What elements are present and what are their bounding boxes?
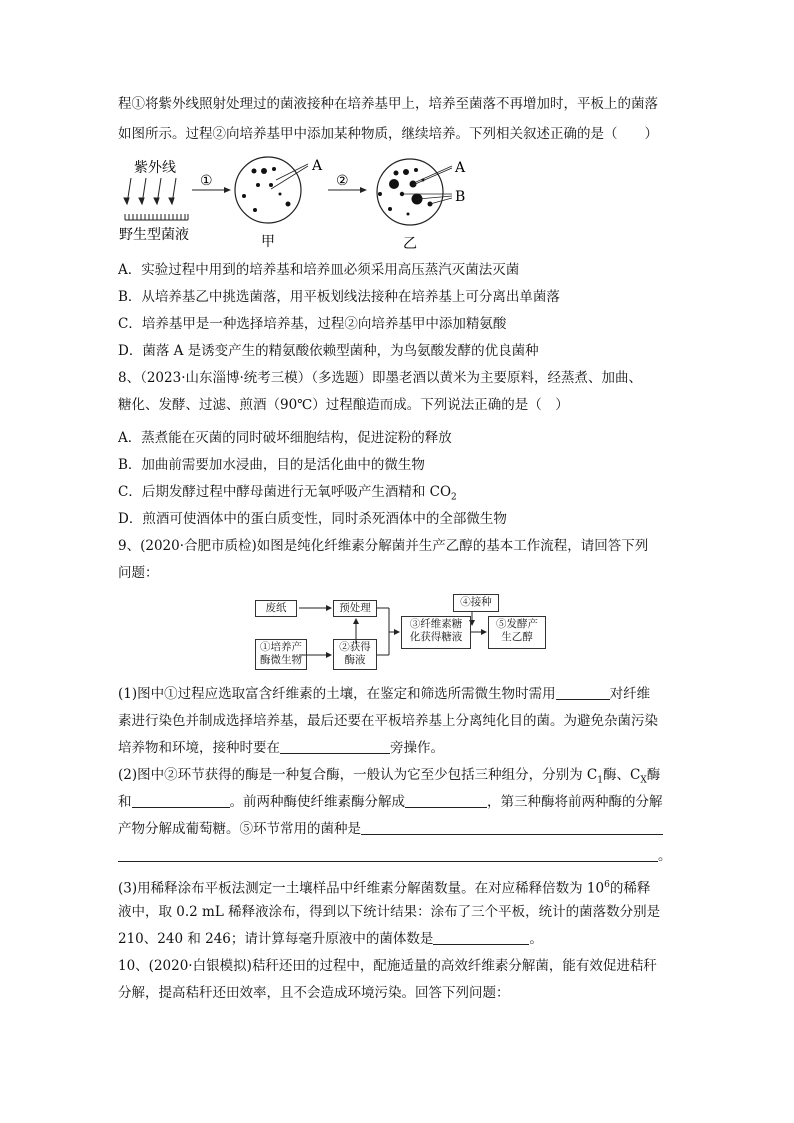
q9-part2-line4: 。 [118,846,672,866]
q9-part1-line3: 培养物和环境，接种时要在 旁操作。 [118,740,444,756]
q8-stem-line1: 8、（2023·山东淄博·统考三模）（多选题）即墨老酒以黄米为主要原料，经蒸煮、加曲、 [118,370,643,386]
q9-blank-5-cont[interactable] [118,847,658,862]
q9-part3-line3: 210、240 和 246；请计算每毫升原液中的菌体数是 。 [118,931,543,947]
q7-option-a: A．实验过程中用到的培养基和培养皿必须采用高压蒸汽灭菌法灭菌 [118,262,520,278]
dish-yi-label-a: A [455,160,466,176]
q9-part2-line2: 和 。前两种酶使纤维素酶分解成 ，第三种酶将前两种酶的分解 [118,794,663,810]
q9-blank-5[interactable] [361,820,663,835]
q9-part2-line1: (2)图中②环节获得的酶是一种复合酶，一般认为它至少包括三种组分，分别为 $C_1$酶、$C_X$酶 [118,767,661,786]
step2-label: ② [336,173,349,189]
dish-yi-colonies [378,168,433,216]
flow-box-culture-microbe: ①培养产 酶微生物 [255,639,307,670]
q9-blank-3[interactable] [132,793,230,808]
q9-part2-line3: 产物分解成葡萄糖。⑤环节常用的菌种是 [118,819,663,839]
q9-blank-4[interactable] [405,793,487,808]
q7-option-c: C．培养基甲是一种选择培养基，过程②向培养基甲中添加精氨酸 [118,316,507,332]
q8-option-c: C．后期发酵过程中酵母菌进行无氧呼吸产生酒精和 $CO_2$ [118,484,457,503]
dish-yi [377,159,443,225]
step1-label: ① [200,173,213,189]
q9-stem-line1: 9、(2020·合肥市质检)如图是纯化纤维素分解菌并生产乙醇的基本工作流程，请回答下列 [118,538,649,554]
q10-stem-line2: 分解，提高秸秆还田效率，且不会造成环境污染。回答下列问题： [118,985,510,1001]
q8-option-d: D．煎酒可使酒体中的蛋白质变性，同时杀死酒体中的全部微生物 [118,511,507,527]
q9-blank-6[interactable] [433,930,529,945]
q8-option-b: B．加曲前需要加水浸曲，目的是活化曲中的微生物 [118,457,425,473]
q9-blank-2[interactable] [280,739,390,754]
flow-box-waste-paper: 废纸 [255,600,297,617]
q9-stem-line2: 问题： [118,565,159,581]
q7-stem-line1: 程①将紫外线照射处理过的菌液接种在培养基甲上，培养至菌落不再增加时，平板上的菌落 [118,96,658,112]
flow-box-saccharification: ③纤维素糖 化获得糖液 [401,616,471,649]
uv-label: 紫外线 [134,160,176,176]
flow-box-fermentation: ⑤发酵产 生乙醇 [488,616,546,649]
q9-part1-line2: 素进行染色并制成选择培养基，最后还要在平板培养基上分离纯化目的菌。为避免杂菌污染 [118,713,658,729]
q9-part1-line1: (1)图中①过程应选取富含纤维素的土壤，在鉴定和筛选所需微生物时需用 对纤维 [118,686,651,702]
flow-box-pretreatment: 预处理 [333,600,377,617]
dish-jia-colonies [242,167,291,212]
dish-jia [235,157,301,223]
culture-tray [125,214,188,220]
dish-jia-label: 甲 [261,234,275,250]
q7-option-b: B．从培养基乙中挑选菌落，用平板划线法接种在培养基上可分离出单菌落 [118,289,560,305]
q9-part3-line1: (3)用稀释涂布平板法测定一土壤样品中纤维素分解菌数量。在对应稀释倍数为 $10^6$的稀释 [118,880,651,897]
flow-box-inoculation: ④接种 [453,594,499,612]
q9-part3-line2: 液中，取 0.2 mL 稀释液涂布，得到以下统计结果：涂布了三个平板，统计的菌落数分别是 [118,904,661,920]
dish-yi-label-b: B [455,189,466,205]
culture-label: 野生型菌液 [119,227,189,243]
q7-option-d: D．菌落 A 是诱变产生的精氨酸依赖型菌种，为鸟氨酸发酵的优良菌种 [118,343,539,359]
dish-yi-label: 乙 [403,236,417,252]
q7-stem-line2: 如图所示。过程②向培养基甲中添加某种物质，继续培养。下列相关叙述正确的是（ ） [118,126,658,142]
co2-subscript: 2 [451,492,457,503]
uv-arrows [124,178,176,204]
q10-stem-line1: 10、(2020·白银模拟)秸秆还田的过程中，配施适量的高效纤维素分解菌，能有效促进秸秆 [118,958,657,974]
q9-blank-1[interactable] [556,685,610,700]
dish-jia-label-a: A [312,158,323,174]
flow-box-enzyme: ②获得 酶液 [333,639,377,670]
q9-flowchart [253,592,553,672]
q7-figure [118,154,498,254]
q8-stem-line2: 糖化、发酵、过滤、煎酒（90℃）过程酿造而成。下列说法正确的是（ ） [118,397,569,413]
q8-option-a: A．蒸煮能在灭菌的同时破坏细胞结构，促进淀粉的释放 [118,430,452,446]
